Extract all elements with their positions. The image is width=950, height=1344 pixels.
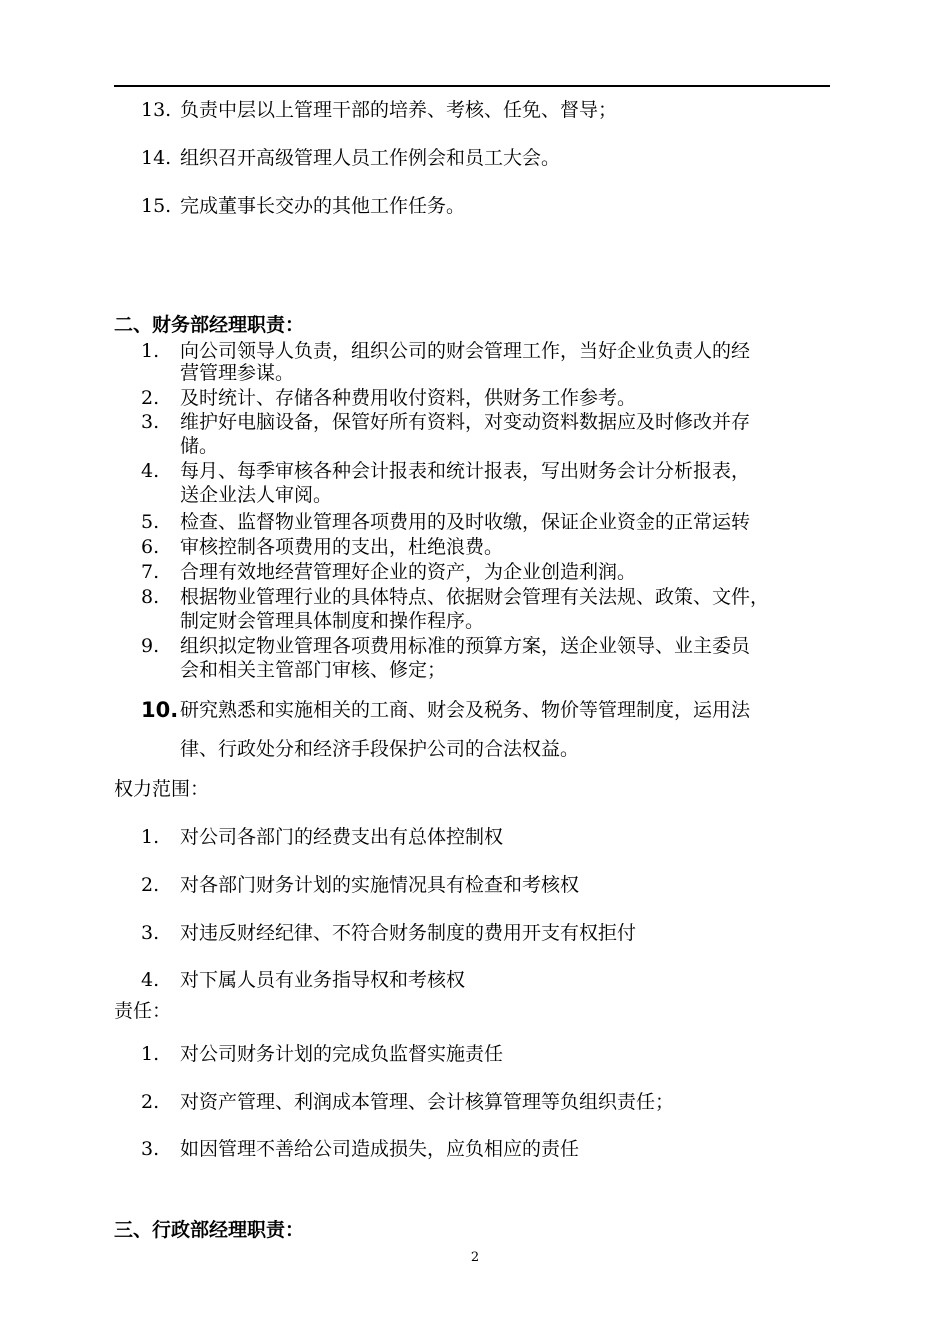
finance-item-8-line-1: 根据物业管理行业的具体特点、依据财会管理有关法规、政策、文件，: [180, 586, 770, 608]
powers-item-2-text: 对各部门财务计划的实施情况具有检查和考核权: [180, 874, 580, 896]
powers-item-2-number: 2.: [141, 874, 160, 896]
powers-item-4-number: 4.: [141, 969, 160, 991]
item-14-number: 14.: [141, 147, 172, 169]
responsibility-item-3-number: 3.: [141, 1138, 160, 1160]
finance-item-8-number: 8.: [141, 586, 160, 608]
finance-item-4-line-2: 送企业法人审阅。: [180, 484, 333, 506]
finance-item-2-number: 2.: [141, 387, 160, 409]
item-15-number: 15.: [141, 195, 172, 217]
item-15-text: 完成董事长交办的其他工作任务。: [180, 195, 466, 217]
finance-item-2-line-1: 及时统计、存储各种费用收付资料，供财务工作参考。: [180, 387, 637, 409]
finance-item-1-line-2: 营管理参谋。: [180, 362, 295, 384]
finance-item-6-line-1: 审核控制各项费用的支出，杜绝浪费。: [180, 536, 504, 558]
finance-item-3-line-2: 储。: [180, 435, 219, 457]
item-13-text: 负责中层以上管理干部的培养、考核、任免、督导；: [180, 99, 618, 121]
finance-item-7-number: 7.: [141, 561, 160, 583]
finance-item-7-line-1: 合理有效地经营管理好企业的资产，为企业创造利润。: [180, 561, 637, 583]
finance-heading: 二、财务部经理职责：: [114, 314, 305, 336]
responsibility-item-3-text: 如因管理不善给公司造成损失，应负相应的责任: [180, 1138, 580, 1160]
responsibility-label: 责任：: [114, 1000, 172, 1022]
admin-heading: 三、行政部经理职责：: [114, 1219, 305, 1241]
powers-item-3-text: 对违反财经纪律、不符合财务制度的费用开支有权拒付: [180, 922, 637, 944]
finance-item-5-number: 5.: [141, 511, 160, 533]
responsibility-item-2-number: 2.: [141, 1091, 160, 1113]
header-rule: [114, 85, 830, 87]
finance-item-10-line-2: 律、行政处分和经济手段保护公司的合法权益。: [180, 738, 580, 760]
powers-item-4-text: 对下属人员有业务指导权和考核权: [180, 969, 466, 991]
finance-item-9-number: 9.: [141, 635, 160, 657]
finance-item-1-line-1: 向公司领导人负责，组织公司的财会管理工作，当好企业负责人的经: [180, 340, 751, 362]
finance-item-4-line-1: 每月、每季审核各种会计报表和统计报表，写出财务会计分析报表，: [180, 460, 751, 482]
responsibility-item-2-text: 对资产管理、利润成本管理、会计核算管理等负组织责任；: [180, 1091, 675, 1113]
finance-item-10-line-1: 研究熟悉和实施相关的工商、财会及税务、物价等管理制度，运用法: [180, 699, 751, 721]
responsibility-item-1-text: 对公司财务计划的完成负监督实施责任: [180, 1043, 504, 1065]
finance-item-9-line-1: 组织拟定物业管理各项费用标准的预算方案，送企业领导、业主委员: [180, 635, 751, 657]
powers-item-1-text: 对公司各部门的经费支出有总体控制权: [180, 826, 504, 848]
powers-label: 权力范围：: [114, 778, 210, 800]
finance-item-3-line-1: 维护好电脑设备，保管好所有资料，对变动资料数据应及时修改并存: [180, 411, 751, 433]
powers-item-1-number: 1.: [141, 826, 160, 848]
finance-item-4-number: 4.: [141, 460, 160, 482]
page-number: 2: [470, 1250, 480, 1265]
finance-item-5-line-1: 检查、监督物业管理各项费用的及时收缴，保证企业资金的正常运转: [180, 511, 751, 533]
responsibility-item-1-number: 1.: [141, 1043, 160, 1065]
finance-item-1-number: 1.: [141, 340, 160, 362]
finance-item-8-line-2: 制定财会管理具体制度和操作程序。: [180, 610, 485, 632]
finance-item-9-line-2: 会和相关主管部门审核、修定；: [180, 659, 447, 681]
finance-item-3-number: 3.: [141, 411, 160, 433]
powers-item-3-number: 3.: [141, 922, 160, 944]
finance-item-10-number: 10.: [141, 698, 179, 722]
item-13-number: 13.: [141, 99, 172, 121]
finance-item-6-number: 6.: [141, 536, 160, 558]
item-14-text: 组织召开高级管理人员工作例会和员工大会。: [180, 147, 561, 169]
